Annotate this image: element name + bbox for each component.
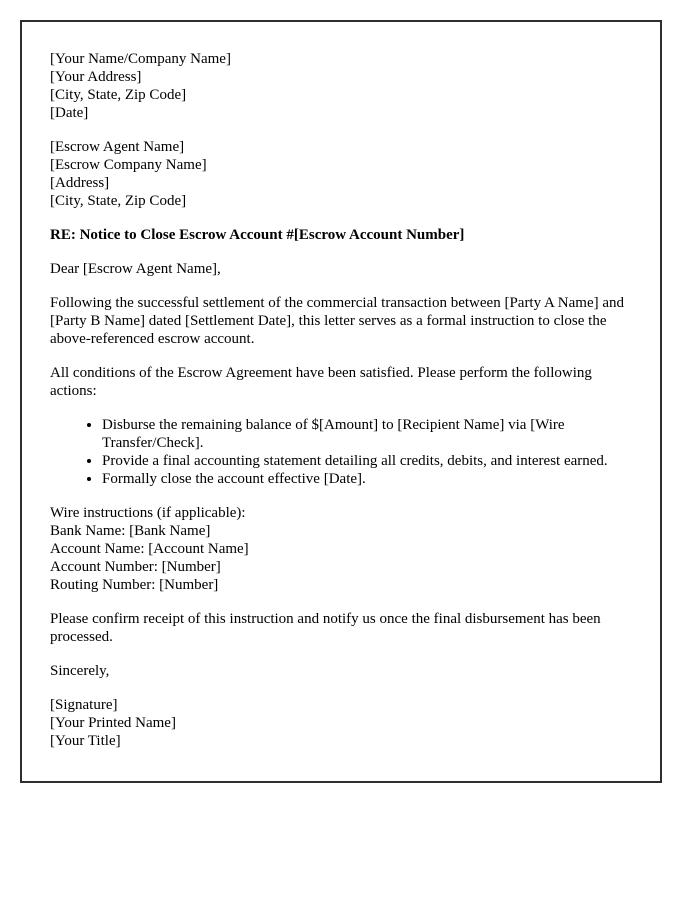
wire-bank-name-line: Bank Name: [Bank Name] — [50, 523, 211, 539]
bullet-item-disburse: • Disburse the remaining balance of $[Amount] to [Recipient Name] via [Wire Transfer/Check]. — [102, 416, 632, 452]
wire-account-name-line: Account Name: [Account Name] — [50, 541, 249, 557]
sender-address-line: [Your Address] — [50, 69, 142, 85]
recipient-city-line: [City, State, Zip Code] — [50, 193, 187, 209]
signature-line: [Signature] — [50, 697, 118, 713]
sender-name-line: [Your Name/Company Name] — [50, 51, 231, 67]
action-bullet-list — [50, 416, 632, 488]
sender-date-line: [Date] — [50, 105, 89, 121]
wire-instructions-heading: Wire instructions (if applicable): — [50, 505, 246, 521]
signature-block — [50, 696, 632, 750]
recipient-address-line: [Address] — [50, 175, 110, 191]
sender-address-block — [50, 50, 632, 122]
wire-account-number-line: Account Number: [Number] — [50, 559, 221, 575]
subject-line: RE: Notice to Close Escrow Account #[Escrow Account Number] — [50, 227, 465, 243]
closing-paragraph: Please confirm receipt of this instruction and notify us once the final disbursement has been processed. — [50, 611, 601, 645]
signoff: Sincerely, — [50, 663, 110, 679]
printed-name-line: [Your Printed Name] — [50, 715, 176, 731]
recipient-address-block — [50, 138, 632, 210]
title-line: [Your Title] — [50, 733, 121, 749]
recipient-company-line: [Escrow Company Name] — [50, 157, 207, 173]
bullet-item-close: • Formally close the account effective [Date]. — [102, 470, 632, 488]
wire-routing-number-line: Routing Number: [Number] — [50, 577, 219, 593]
wire-instructions-block — [50, 504, 632, 594]
body-paragraph-settlement: Following the successful settlement of the commercial transaction between [Party A Name] and [Party B Name] dated [Settlement Date], this letter serves as a formal instruction to close the above-referenced escrow account. — [50, 295, 624, 347]
bullet-item-statement: • Provide a final accounting statement detailing all credits, debits, and interest earned. — [102, 452, 632, 470]
body-paragraph-conditions: All conditions of the Escrow Agreement have been satisfied. Please perform the following actions: — [50, 365, 592, 399]
salutation: Dear [Escrow Agent Name], — [50, 261, 221, 277]
recipient-name-line: [Escrow Agent Name] — [50, 139, 185, 155]
letter-document — [20, 20, 662, 783]
sender-city-line: [City, State, Zip Code] — [50, 87, 187, 103]
